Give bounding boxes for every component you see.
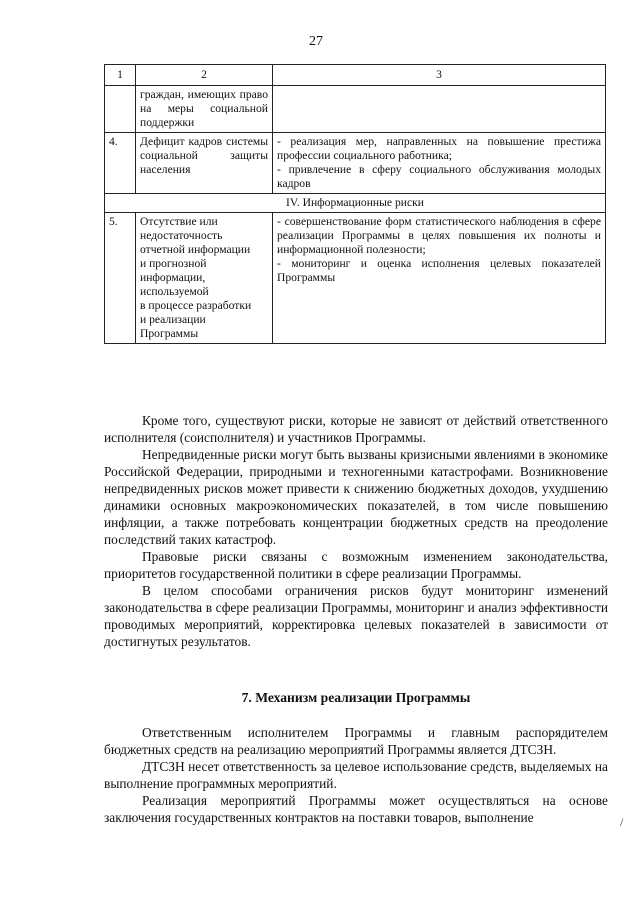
cell-risk: Дефицит кадров системы социальной защиты населения — [136, 133, 273, 194]
paragraph: Непредвиденные риски могут быть вызваны кризисными явлениями в экономике Российской Федерации, природными и техногенными катастрофами. Возникновение непредвиденных рисков может привести к снижению бюджетных доходов, ухудшению динамики основных макроэкономических показателей, в том числе повышению инфляции, а также потребовать концентрации бюджетных средств на преодоление последствий таких катастроф. — [104, 447, 608, 547]
paragraph: ДТСЗН несет ответственность за целевое использование средств, выделяемых на выполнение программных мероприятий. — [104, 759, 608, 791]
body-text-block-1 — [104, 412, 608, 650]
header-col-2: 2 — [136, 65, 273, 86]
cell-measures: - реализация мер, направленных на повышение престижа профессии социального работника; - привлечение в сферу социального обслуживания молодых кадров — [273, 133, 606, 194]
table-row-5 — [105, 213, 606, 344]
table-row-continued — [105, 86, 606, 133]
risk-table — [104, 64, 606, 344]
section-heading-iv: IV. Информационные риски — [105, 194, 606, 213]
paragraph: В целом способами ограничения рисков будут мониторинг изменений законодательства в сфере реализации Программы, мониторинг и анализ эффективности проводимых мероприятий, корректировка целевых показателей в зависимости от достигнутых результатов. — [104, 583, 608, 649]
cell-risk: Отсутствие или недостаточность отчетной информации и прогнозной информации, используемой в процессе разработки и реализации Программы — [136, 213, 273, 344]
page-number: 27 — [309, 34, 323, 49]
body-text-block-2 — [104, 724, 608, 826]
table-row-4 — [105, 133, 606, 194]
section-title: 7. Механизм реализации Программы — [241, 690, 471, 705]
cell-num: 5. — [105, 213, 136, 344]
table-header-row — [105, 65, 606, 86]
cell-measures — [273, 86, 606, 133]
paragraph: Реализация мероприятий Программы может осуществляться на основе заключения государственных контрактов на поставки товаров, выполнение — [104, 793, 608, 825]
header-col-3: 3 — [273, 65, 606, 86]
header-col-1: 1 — [105, 65, 136, 86]
table-section-row — [105, 194, 606, 213]
cell-num — [105, 86, 136, 133]
cell-risk: граждан, имеющих право на меры социальной поддержки — [136, 86, 273, 133]
edge-mark: / — [620, 815, 624, 829]
paragraph: Ответственным исполнителем Программы и главным распорядителем бюджетных средств на реализацию мероприятий Программы является ДТСЗН. — [104, 725, 608, 757]
cell-num: 4. — [105, 133, 136, 194]
cell-measures: - совершенствование форм статистического наблюдения в сфере реализации Программы в целях повышения их полноты и информационной полезности; - мониторинг и оценка исполнения целевых показателей Программы — [273, 213, 606, 344]
paragraph: Кроме того, существуют риски, которые не зависят от действий ответственного исполнителя (соисполнителя) и участников Программы. — [104, 413, 608, 445]
paragraph: Правовые риски связаны с возможным изменением законодательства, приоритетов государственной политики в сфере реализации Программы. — [104, 549, 608, 581]
